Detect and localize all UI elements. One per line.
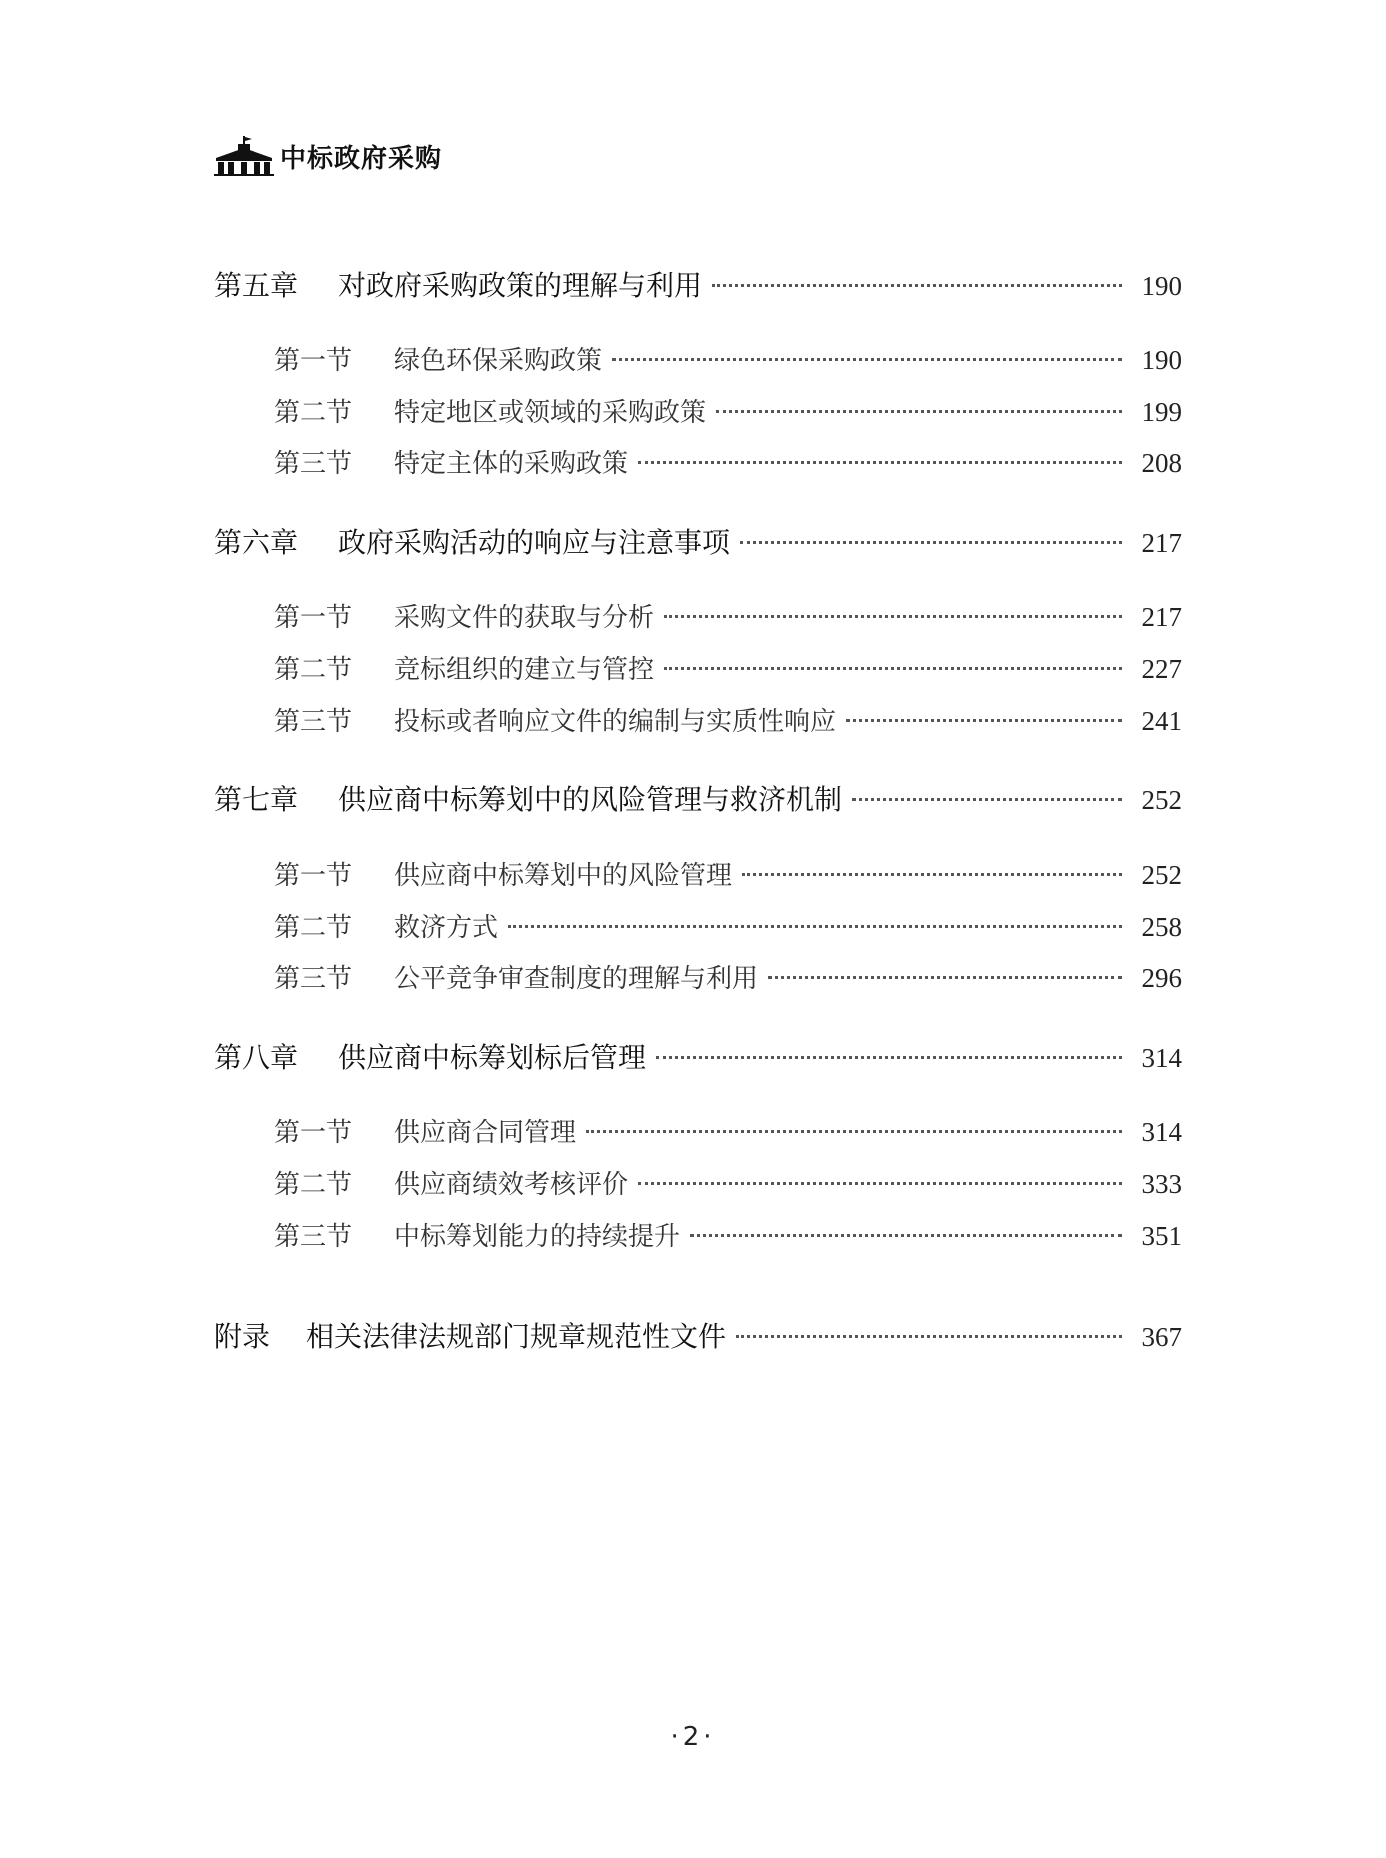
toc-title: 竞标组织的建立与管控 bbox=[394, 655, 655, 685]
toc-title: 救济方式 bbox=[394, 913, 499, 943]
toc-label: 第一节 bbox=[274, 1118, 353, 1148]
toc-page-number: 217 bbox=[1141, 602, 1182, 632]
toc-label: 第一节 bbox=[274, 346, 353, 376]
toc-section[interactable] bbox=[274, 958, 1182, 995]
toc-section[interactable] bbox=[274, 340, 1182, 377]
toc-label: 第二节 bbox=[274, 1170, 353, 1200]
toc-label: 第二节 bbox=[274, 913, 353, 943]
toc-page-number: 252 bbox=[1141, 785, 1182, 815]
toc-page-number: 367 bbox=[1141, 1322, 1182, 1352]
toc-chapter[interactable] bbox=[214, 521, 1182, 561]
toc-title: 特定地区或领域的采购政策 bbox=[394, 398, 707, 428]
dot-leader bbox=[736, 1335, 1122, 1338]
toc-title: 供应商中标筹划标后管理 bbox=[338, 1041, 647, 1074]
toc-title: 特定主体的采购政策 bbox=[394, 449, 629, 479]
dot-leader bbox=[742, 873, 1122, 876]
toc-section[interactable] bbox=[274, 443, 1182, 480]
toc-title: 投标或者响应文件的编制与实质性响应 bbox=[394, 707, 837, 737]
toc-label: 第三节 bbox=[274, 964, 353, 994]
toc-title: 中标筹划能力的持续提升 bbox=[394, 1222, 681, 1252]
toc-label: 第一节 bbox=[274, 861, 353, 891]
page-number: ·2· bbox=[670, 1722, 716, 1752]
dot-leader bbox=[508, 925, 1122, 928]
toc-page-number: 217 bbox=[1141, 528, 1182, 558]
toc-page-number: 241 bbox=[1141, 706, 1182, 736]
dot-leader bbox=[664, 615, 1122, 618]
toc-section[interactable] bbox=[274, 701, 1182, 738]
toc-label: 附录 bbox=[214, 1320, 271, 1353]
toc-label: 第二节 bbox=[274, 655, 353, 685]
toc-label: 第二节 bbox=[274, 398, 353, 428]
toc-title: 供应商中标筹划中的风险管理与救济机制 bbox=[338, 783, 843, 816]
dot-leader bbox=[740, 541, 1122, 544]
toc-title: 采购文件的获取与分析 bbox=[394, 603, 655, 633]
toc-section[interactable] bbox=[274, 1164, 1182, 1201]
toc-section[interactable] bbox=[274, 855, 1182, 892]
dot-leader bbox=[586, 1130, 1122, 1133]
dot-leader bbox=[638, 461, 1122, 464]
toc-page-number: 351 bbox=[1141, 1221, 1182, 1251]
toc-title: 供应商绩效考核评价 bbox=[394, 1170, 629, 1200]
toc-page-number: 314 bbox=[1141, 1117, 1182, 1147]
header-title: 中标政府采购 bbox=[280, 143, 443, 174]
toc-chapter[interactable] bbox=[214, 1036, 1182, 1076]
dot-leader bbox=[656, 1056, 1122, 1059]
toc-section[interactable] bbox=[274, 1112, 1182, 1149]
toc-chapter[interactable] bbox=[214, 778, 1182, 818]
toc-section[interactable] bbox=[274, 597, 1182, 634]
toc-label: 第一节 bbox=[274, 603, 353, 633]
toc-title: 对政府采购政策的理解与利用 bbox=[338, 269, 703, 302]
dot-leader bbox=[852, 798, 1122, 801]
toc-title: 供应商中标筹划中的风险管理 bbox=[394, 861, 733, 891]
toc-label: 第三节 bbox=[274, 1222, 353, 1252]
toc-section[interactable] bbox=[274, 1216, 1182, 1253]
toc-label: 第五章 bbox=[214, 269, 299, 302]
toc-page-number: 296 bbox=[1141, 963, 1182, 993]
toc-section[interactable] bbox=[274, 649, 1182, 686]
toc-section[interactable] bbox=[274, 392, 1182, 429]
dot-leader bbox=[638, 1182, 1122, 1185]
toc-label: 第三节 bbox=[274, 707, 353, 737]
dot-leader bbox=[612, 358, 1122, 361]
dot-leader bbox=[664, 667, 1122, 670]
toc-label: 第八章 bbox=[214, 1041, 299, 1074]
toc-title: 政府采购活动的响应与注意事项 bbox=[338, 526, 731, 559]
dot-leader bbox=[712, 284, 1122, 287]
toc-title: 相关法律法规部门规章规范性文件 bbox=[306, 1320, 727, 1353]
toc-section[interactable] bbox=[274, 907, 1182, 944]
toc-title: 绿色环保采购政策 bbox=[394, 346, 603, 376]
dot-leader bbox=[768, 976, 1122, 979]
toc-page-number: 190 bbox=[1141, 345, 1182, 375]
toc-label: 第三节 bbox=[274, 449, 353, 479]
dot-leader bbox=[846, 719, 1122, 722]
toc-label: 第六章 bbox=[214, 526, 299, 559]
toc-page-number: 190 bbox=[1141, 271, 1182, 301]
toc-page-number: 252 bbox=[1141, 860, 1182, 890]
toc-title: 供应商合同管理 bbox=[394, 1118, 577, 1148]
toc-label: 第七章 bbox=[214, 783, 299, 816]
toc-page-number: 208 bbox=[1141, 448, 1182, 478]
toc-page-number: 333 bbox=[1141, 1169, 1182, 1199]
dot-leader bbox=[716, 410, 1122, 413]
toc-chapter[interactable] bbox=[214, 264, 1182, 304]
toc-page-number: 227 bbox=[1141, 654, 1182, 684]
toc-page-number: 199 bbox=[1141, 397, 1182, 427]
toc-page-number: 314 bbox=[1141, 1043, 1182, 1073]
dot-leader bbox=[690, 1234, 1122, 1237]
toc-page-number: 258 bbox=[1141, 912, 1182, 942]
toc-appendix[interactable] bbox=[214, 1315, 1182, 1355]
toc-title: 公平竞争审查制度的理解与利用 bbox=[394, 964, 759, 994]
